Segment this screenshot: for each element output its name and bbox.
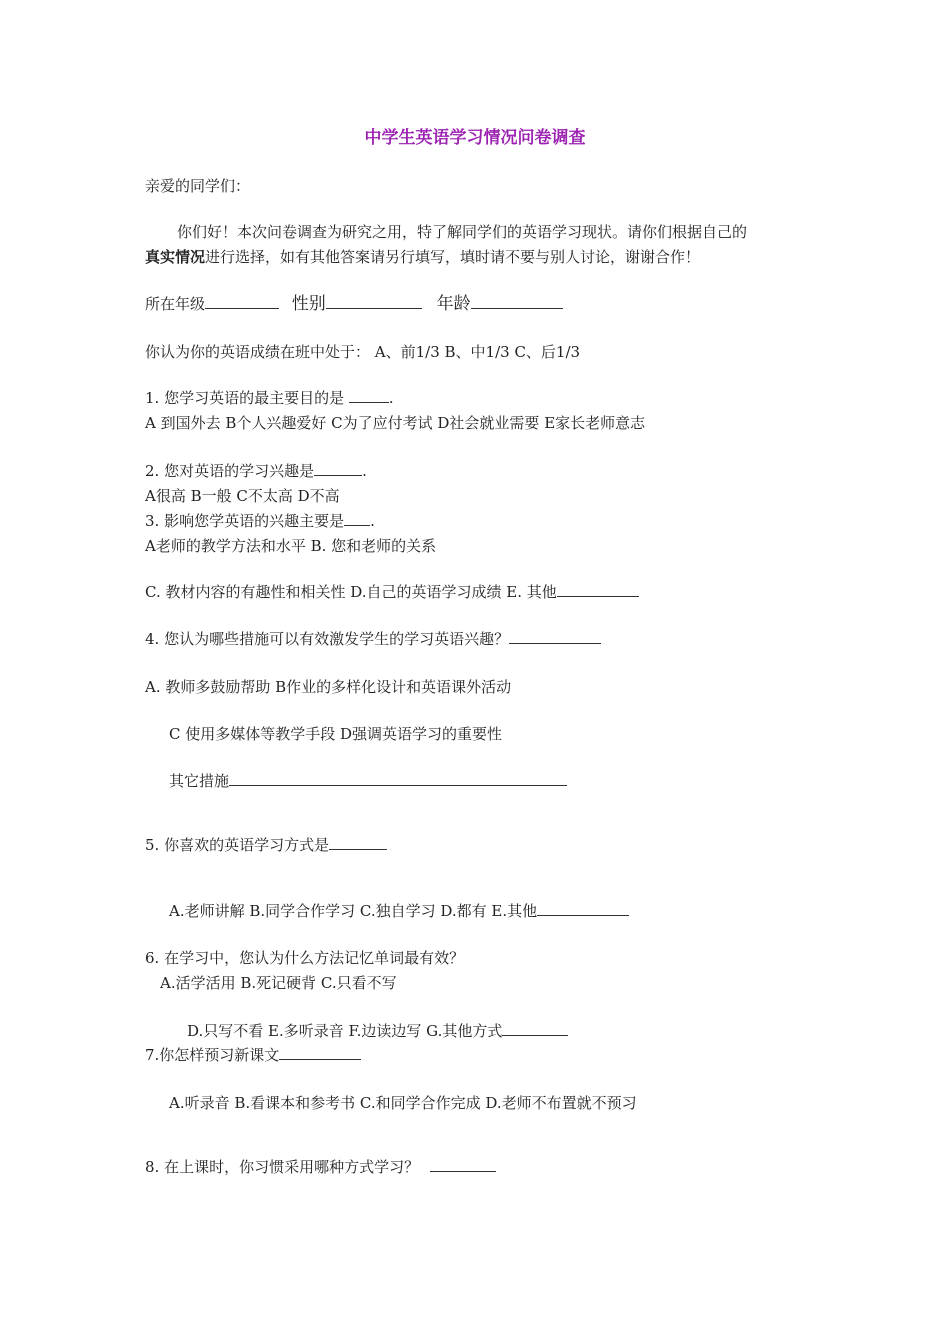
grade-label: 所在年级 (145, 295, 206, 313)
q4-question: 4. 您认为哪些措施可以有效激发学生的学习英语兴趣？ (145, 629, 601, 649)
q8-blank[interactable] (430, 1157, 496, 1172)
q2-options: A很高 B一般 C不太高 D不高 (145, 487, 340, 505)
q1-question: 1. 您学习英语的最主要目的是 . (145, 389, 394, 407)
q4-options-2: C 使用多媒体等教学手段 D强调英语学习的重要性 (169, 725, 503, 743)
intro-line-1: 你们好！本次问卷调查为研究之用，特了解同学们的英语学习现状。请你们根据自己的 (177, 223, 748, 241)
q7-blank[interactable] (279, 1045, 361, 1060)
age-blank[interactable] (471, 294, 563, 309)
age-label: 年龄 (436, 294, 471, 314)
gender-blank[interactable] (326, 294, 422, 309)
q7-question: 7.你怎样预习新课文 (145, 1045, 361, 1065)
q6-options-1: A.活学活用 B.死记硬背 C.只看不写 (160, 974, 397, 992)
q7-options: A.听录音 B.看课本和参考书 C.和同学合作完成 D.老师不布置就不预习 (169, 1094, 637, 1112)
q4-blank[interactable] (509, 629, 601, 644)
q3-other-blank[interactable] (557, 582, 639, 597)
q5-options: A.老师讲解 B.同学合作学习 C.独自学习 D.都有 E.其他 (169, 901, 629, 921)
q4-other: 其它措施 (169, 771, 567, 791)
intro-line-2 (145, 247, 700, 267)
q3-question: 3. 影响您学英语的兴趣主要是 . (145, 512, 375, 530)
page-title: 中学生英语学习情况问卷调查 (364, 128, 586, 148)
q6-options-2: D.只写不看 E.多听录音 F.边读边写 G.其他方式 (187, 1021, 568, 1041)
q1-blank[interactable] (349, 388, 389, 403)
q4-other-blank[interactable] (229, 771, 567, 786)
q5-blank[interactable] (329, 835, 387, 850)
q6-other-blank[interactable] (502, 1021, 568, 1036)
q5-question: 5. 你喜欢的英语学习方式是 (145, 835, 387, 855)
q5-other-blank[interactable] (537, 901, 629, 916)
student-info-row (145, 294, 563, 314)
q8-question: 8. 在上课时，你习惯采用哪种方式学习？ (145, 1157, 496, 1177)
grade-blank[interactable] (205, 294, 279, 309)
q4-options-1: A. 教师多鼓励帮助 B作业的多样化设计和英语课外活动 (145, 678, 512, 696)
q3-options-2: C. 教材内容的有趣性和相关性 D.自己的英语学习成绩 E. 其他 (145, 582, 639, 602)
q1-options: A 到国外去 B个人兴趣爱好 C为了应付考试 D社会就业需要 E家长老师意志 (145, 414, 646, 432)
q6-question: 6. 在学习中，您认为什么方法记忆单词最有效？ (145, 949, 465, 967)
intro-emphasis: 真实情况 (145, 248, 206, 266)
q3-options-1: A老师的教学方法和水平 B. 您和老师的关系 (145, 537, 437, 555)
gender-label: 性别 (291, 294, 326, 314)
q3-blank[interactable] (344, 511, 370, 526)
rank-question: 你认为你的英语成绩在班中处于： A、前1/3 B、中1/3 C、后1/3 (145, 343, 581, 361)
q2-blank[interactable] (314, 461, 362, 476)
intro-line-2-text: 进行选择，如有其他答案请另行填写，填时请不要与别人讨论，谢谢合作！ (205, 248, 701, 266)
q2-question: 2. 您对英语的学习兴趣是 . (145, 462, 367, 480)
greeting: 亲爱的同学们： (145, 177, 251, 195)
